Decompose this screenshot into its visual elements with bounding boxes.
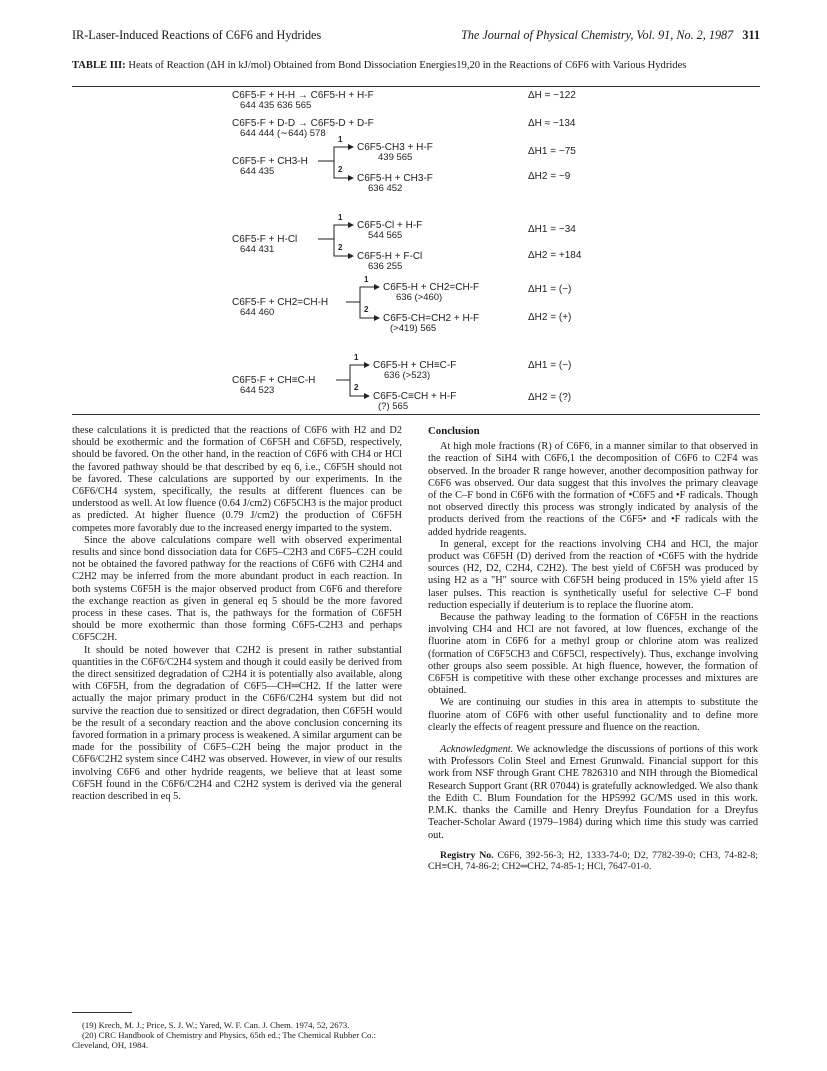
left-paragraph-1: these calculations it is predicted that the reactions of C6F6 with H2 and D2 should be exothermic and the formation of C6F5H and C6F5D, respectively, should be favored. On the other hand, in the reaction of C6F6 with CH4 or HCl the favored pathway should be that described by eq 6, i.e., C6F5H should not be favored. These calculations are supported by our experiments. In the C6F6/CH4 system, specifically, the results at different fluences can be understood as well. At low fluence (0.64 J/cm2) C6F5CH3 is the major product as predicted. At higher fluence (0.79 J/cm2) the production of C6F5H competes more favorably due to the increased energy imparted to the system.: [72, 425, 402, 534]
reaction-1-bde: 644 435 636 565: [240, 100, 312, 111]
footnote-rule: [72, 1012, 132, 1013]
table-caption-text: Heats of Reaction (ΔH in kJ/mol) Obtained from Bond Dissociation Energies19,20 in the Reactions of C6F6 with Various Hydrides: [128, 60, 687, 71]
reaction-1-dh: ΔH = −122: [528, 90, 576, 101]
table-label: TABLE III:: [72, 60, 126, 71]
reaction-3-product-2: C6F5-H + CH3-F: [357, 173, 433, 184]
reaction-1-equation: C6F5-F + H-H → C6F5-H + H-F: [232, 90, 374, 101]
reaction-2-equation: C6F5-F + D-D → C6F5-D + D-F: [232, 118, 374, 129]
reaction-6-product-1-bde: 636 (>523): [384, 370, 431, 381]
reaction-3-dh1: ΔH1 = −75: [528, 146, 576, 157]
right-column: [428, 425, 758, 873]
right-paragraph-3: Because the pathway leading to the formation of C6F5H in the reactions involving CH4 and HCl are not favored, at low fluences, exchange of the fluorine atom in C6F6 for a methyl group or chlorine atom was realized (formation of C6F5CH3 and C6F5Cl, respectively). Thus, exchange involving other groups also seem possible. At high fluence, however, the formation of C6F5H is competitive with these other exchange processes and mixtures are obtained.: [428, 612, 758, 697]
reaction-6-reactants: C6F5-F + CH≡C-H: [232, 375, 316, 386]
right-paragraph-2: In general, except for the reactions involving CH4 and HCl, the major product was C6F5H (D) derived from the reaction of •C6F5 with the hydride sources (H2, D2, C2H4, C2H2). The best yield of C6F5H was produced by using H2 as a "H" source with C6F5H being produced in 15% yield after 15 laser pulses. This reaction is synthetically useful for selective C–F bond reduction especially if deuterium is to replace the fluorine atom.: [428, 538, 758, 611]
reaction-6-product-1: C6F5-H + CH≡C-F: [373, 360, 457, 371]
reaction-4-dh2: ΔH2 = +184: [528, 250, 582, 261]
reaction-6-product-2: C6F5-C≡CH + H-F: [373, 391, 457, 402]
branch-label-1: 1: [354, 353, 359, 362]
table-bottom-rule: [72, 414, 760, 415]
section-heading-conclusion: Conclusion: [428, 425, 480, 437]
reaction-5-dh1: ΔH1 = (−): [528, 284, 572, 295]
branch-label-2: 2: [338, 243, 343, 252]
reaction-5-product-1: C6F5-H + CH2=CH-F: [383, 282, 480, 293]
left-paragraph-3: It should be noted however that C2H2 is present in rather substantial quantities in the C6F6/C2H4 system and though it could easily be derived from the direct sensitized degradation of C2H4 it is potentially also available, along with C6F5H, from the degradation of C6F5—CH═CH2. If the latter were actually the major primary product in the C6F6/C2H4 system but did not survive the reaction due to sensitized or direct degradation, then C6F5H would be the result of a secondary reaction and the above conclusion concerning its favored formation in a primary process is weakened. A similar argument can be made for the possibility of C6F5–C2H being the major product in the C6F6/C2H2 system since C4H2 was observed. However, in view of our results involving C6F6 and other hydride reagents, we believe that at least some C6F5H found in the C6F6/C2H4 and C2H2 system is derived via the general reaction described in eq 5.: [72, 644, 402, 803]
reaction-4-reactants: C6F5-F + H-Cl: [232, 234, 298, 245]
right-paragraph-1: At high mole fractions (R) of C6F6, in a manner similar to that observed in the reaction of SiH4 with C6F6,1 the decomposition of C6F6 to C2F4 was observed. In the broader R range however, another decomposition pathway for C6F6 was observed. Our data suggest that this involves the primary cleavage of the C–F bond in C6F6 with the formation of •C6F5 and •F radicals. Though not observed directly this process was strongly indicated by analysis of the products derived from the reactions of the C6F5• and •F radicals with the added hydride reagents.: [428, 441, 758, 538]
reaction-4-dh1: ΔH1 = −34: [528, 224, 576, 235]
reaction-5-product-2-bde: (>419) 565: [390, 323, 437, 334]
reaction-5-reactant-bde: 644 460: [240, 307, 275, 318]
reaction-4-product-2: C6F5-H + F-Cl: [357, 251, 423, 262]
reaction-5-product-1-bde: 636 (>460): [396, 292, 443, 303]
reaction-5-dh2: ΔH2 = (+): [528, 312, 572, 323]
branch-label-2: 2: [364, 305, 369, 314]
acknowledgment-text: We acknowledge the discussions of portions of this work with Professors Colin Steel and Ernest Grunwald. Financial support for this work from NSF through Grant CHE 7826310 and NIH through the Biomedical Research Support Grant (RR 07044) is gratefully acknowledged. We also thank the Edith C. Blum Foundation for the HP5992 GC/MS used in this work. P.M.K. thanks the Camille and Henry Dreyfus Foundation for a Dreyfus Teacher-Scholar Award (1979–1984) during which time this study was carried out.: [428, 744, 758, 841]
reaction-branch-arrows: [0, 0, 827, 420]
reaction-4-product-1: C6F5-Cl + H-F: [357, 220, 423, 231]
reaction-2-bde: 644 444 (∼644) 578: [240, 128, 326, 139]
right-paragraph-4: We are continuing our studies in this area in attempts to substitute the fluorine atom of C6F6 with other useful functionality and to define more clearly the effects of reagent pressure and fluence on the reaction.: [428, 697, 758, 733]
page-number: 311: [742, 28, 760, 42]
reaction-3-reactant-bde: 644 435: [240, 166, 275, 177]
registry-numbers: [428, 850, 758, 873]
reaction-2-dh: ΔH ≈ −134: [528, 118, 576, 129]
footnote-19: (19) Krech, M. J.; Price, S. J. W.; Yared, W. F. Can. J. Chem. 1974, 52, 2673.: [82, 1020, 350, 1030]
reaction-6-dh2: ΔH2 = (?): [528, 392, 572, 403]
running-head-title: IR-Laser-Induced Reactions of C6F6 and Hydrides: [72, 28, 322, 42]
acknowledgment: [428, 744, 758, 842]
branch-label-1: 1: [364, 275, 369, 284]
reaction-5-product-2: C6F5-CH=CH2 + H-F: [383, 313, 480, 324]
reaction-4-product-1-bde: 544 565: [368, 230, 403, 241]
reaction-5-reactants: C6F5-F + CH2=CH-H: [232, 297, 329, 308]
branch-label-2: 2: [338, 165, 343, 174]
registry-title: Registry No.: [440, 849, 494, 861]
reaction-3-product-1: C6F5-CH3 + H-F: [357, 142, 433, 153]
reaction-4-reactant-bde: 644 431: [240, 244, 275, 255]
branch-label-2: 2: [354, 383, 359, 392]
reaction-4-product-2-bde: 636 255: [368, 261, 403, 272]
reaction-3-product-1-bde: 439 565: [378, 152, 413, 163]
reaction-3-product-2-bde: 636 452: [368, 183, 403, 194]
left-paragraph-2: Since the above calculations compare well with observed experimental results and since bond dissociation data for C6F5–C2H3 and C6F5–C2H could not be obtained the favored pathway for the reactions of C6F6 with C2H4 and C2H2 may be inferred from the more abundant product in each reaction. In both systems C6F5H is the major observed product from C6F6 and therefore the exchange reaction as given in general eq 5 should be the more favored process in these cases. That is, the pathways for the formation of C6F5H should be more exothermic than those forming C6F5-C2H3 and perhaps C6F5C2H.: [72, 534, 402, 644]
footnote-20: (20) CRC Handbook of Chemistry and Physics, 65th ed.; The Chemical Rubber Co.: Cleveland, OH, 1984.: [72, 1030, 376, 1050]
footnotes: [72, 1020, 402, 1050]
left-column: [72, 425, 402, 803]
reaction-3-reactants: C6F5-F + CH3-H: [232, 156, 308, 167]
reaction-6-dh1: ΔH1 = (−): [528, 360, 572, 371]
reaction-3-dh2: ΔH2 = −9: [528, 171, 571, 182]
reaction-6-product-2-bde: (?) 565: [378, 401, 409, 412]
branch-label-1: 1: [338, 213, 343, 222]
journal-citation: The Journal of Physical Chemistry, Vol. 91, No. 2, 1987: [461, 28, 734, 42]
registry-text: C6F6, 392-56-3; H2, 1333-74-0; D2, 7782-39-0; CH3, 74-82-8; CH≡CH, 74-86-2; CH2═CH2, 74-85-1; HCl, 7647-01-0.: [428, 849, 758, 873]
branch-label-1: 1: [338, 135, 343, 144]
reaction-6-reactant-bde: 644 523: [240, 385, 275, 396]
acknowledgment-title: Acknowledgment.: [440, 744, 514, 756]
